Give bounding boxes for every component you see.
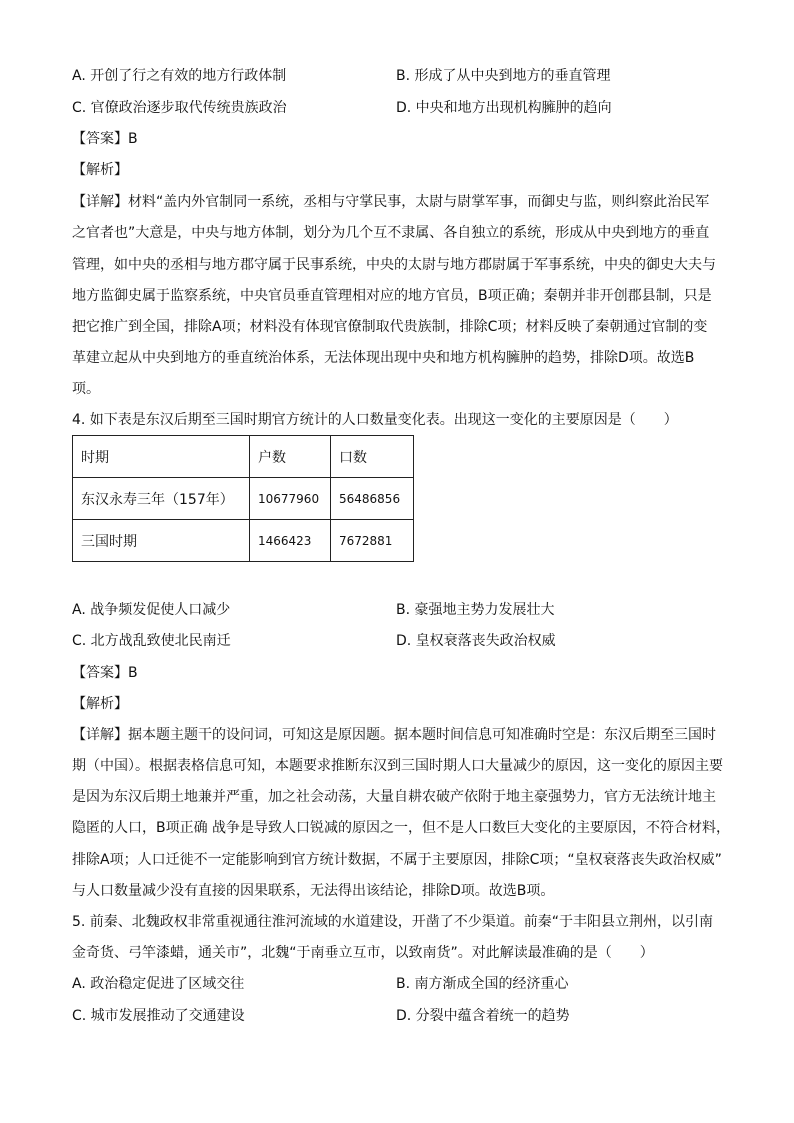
table-cell: 三国时期 bbox=[73, 520, 250, 562]
table-header-cell: 口数 bbox=[331, 436, 414, 478]
q5-stem-line: 金奇货、弓竿漆蜡，通关市”，北魏“于南垂立互市，以致南货”。对此解读最准确的是（ ） bbox=[72, 945, 654, 961]
q4-option-a: A. 战争频发促使人口减少 bbox=[72, 602, 231, 618]
table-cell: 10677960 bbox=[250, 478, 331, 520]
q5-option-b: B. 南方渐成全国的经济重心 bbox=[396, 976, 569, 992]
q3-option-b: B. 形成了从中央到地方的垂直管理 bbox=[396, 68, 611, 84]
q3-detail-line: 之官者也”大意是，中央与地方体制，划分为几个互不隶属、各自独立的系统，形成从中央到地方的垂直 bbox=[72, 225, 710, 241]
q4-detail-line: 与人口数量减少没有直接的因果联系，无法得出该结论，排除D项。故选B项。 bbox=[72, 883, 555, 899]
q3-analysis-label: 【解析】 bbox=[72, 162, 128, 178]
q4-option-b: B. 豪强地主势力发展壮大 bbox=[396, 602, 555, 618]
q4-detail-line: 隐匿的人口，B项正确 战争是导致人口锐减的原因之一，但不是人口数巨大变化的主要原因，不符合材料， bbox=[72, 820, 731, 836]
table-cell: 56486856 bbox=[331, 478, 414, 520]
q5-option-d: D. 分裂中蕴含着统一的趋势 bbox=[396, 1008, 570, 1024]
q3-answer: 【答案】B bbox=[72, 131, 138, 147]
table-cell: 东汉永寿三年（157年） bbox=[73, 478, 250, 520]
table-row bbox=[73, 520, 414, 562]
q4-option-d: D. 皇权衰落丧失政治权威 bbox=[396, 633, 556, 649]
table-cell: 7672881 bbox=[331, 520, 414, 562]
q4-detail-line: 【详解】据本题主题干的设问词，可知这是原因题。据本题时间信息可知准确时空是：东汉后期至三国时 bbox=[72, 727, 716, 743]
q4-stem: 4. 如下表是东汉后期至三国时期官方统计的人口数量变化表。出现这一变化的主要原因是（ ） bbox=[72, 412, 678, 428]
table-header-row bbox=[73, 436, 414, 478]
q4-detail-line: 期（中国）。根据表格信息可知，本题要求推断东汉到三国时期人口大量减少的原因，这一变化的原因主要 bbox=[72, 758, 723, 774]
q3-option-c: C. 官僚政治逐步取代传统贵族政治 bbox=[72, 100, 287, 116]
q4-detail-line: 排除A项；人口迁徙不一定能影响到官方统计数据，不属于主要原因，排除C项；“皇权衰落丧失政治权威” bbox=[72, 852, 722, 868]
q4-analysis-label: 【解析】 bbox=[72, 696, 128, 712]
q3-option-a: A. 开创了行之有效的地方行政体制 bbox=[72, 68, 287, 84]
table-row bbox=[73, 478, 414, 520]
q4-option-c: C. 北方战乱致使北民南迁 bbox=[72, 633, 231, 649]
q3-detail-line: 革建立起从中央到地方的垂直统治体系，无法体现出现中央和地方机构臃肿的趋势，排除D项。故选B bbox=[72, 350, 695, 366]
table-cell: 1466423 bbox=[250, 520, 331, 562]
q5-stem-line: 5. 前秦、北魏政权非常重视通往淮河流域的水道建设，开凿了不少渠道。前秦“于丰阳县立荆州，以引南 bbox=[72, 914, 714, 930]
q3-option-d: D. 中央和地方出现机构臃肿的趋向 bbox=[396, 100, 612, 116]
q5-option-a: A. 政治稳定促进了区域交往 bbox=[72, 976, 245, 992]
q3-detail-line: 把它推广到全国，排除A项；材料没有体现官僚制取代贵族制，排除C项；材料反映了秦朝通过官制的变 bbox=[72, 319, 708, 335]
table-header-cell: 户数 bbox=[250, 436, 331, 478]
q3-detail-line: 项。 bbox=[72, 381, 100, 397]
q3-detail-line: 管理，如中央的丞相与地方郡守属于民事系统，中央的太尉与地方郡尉属于军事系统，中央的御史大夫与 bbox=[72, 257, 716, 273]
q4-answer: 【答案】B bbox=[72, 665, 138, 681]
q4-detail-line: 是因为东汉后期土地兼并严重，加之社会动荡，大量自耕农破产依附于地主豪强势力，官方无法统计地主 bbox=[72, 789, 716, 805]
q3-detail-line: 【详解】材料“盖内外官制同一系统，丞相与守掌民事，太尉与尉掌军事，而御史与监，则纠察此治民军 bbox=[72, 194, 710, 210]
q3-detail-line: 地方监御史属于监察系统，中央官员垂直管理相对应的地方官员，B项正确；秦朝并非开创郡县制，只是 bbox=[72, 288, 712, 304]
q5-option-c: C. 城市发展推动了交通建设 bbox=[72, 1008, 245, 1024]
population-table bbox=[72, 435, 414, 562]
table-header-cell: 时期 bbox=[73, 436, 250, 478]
